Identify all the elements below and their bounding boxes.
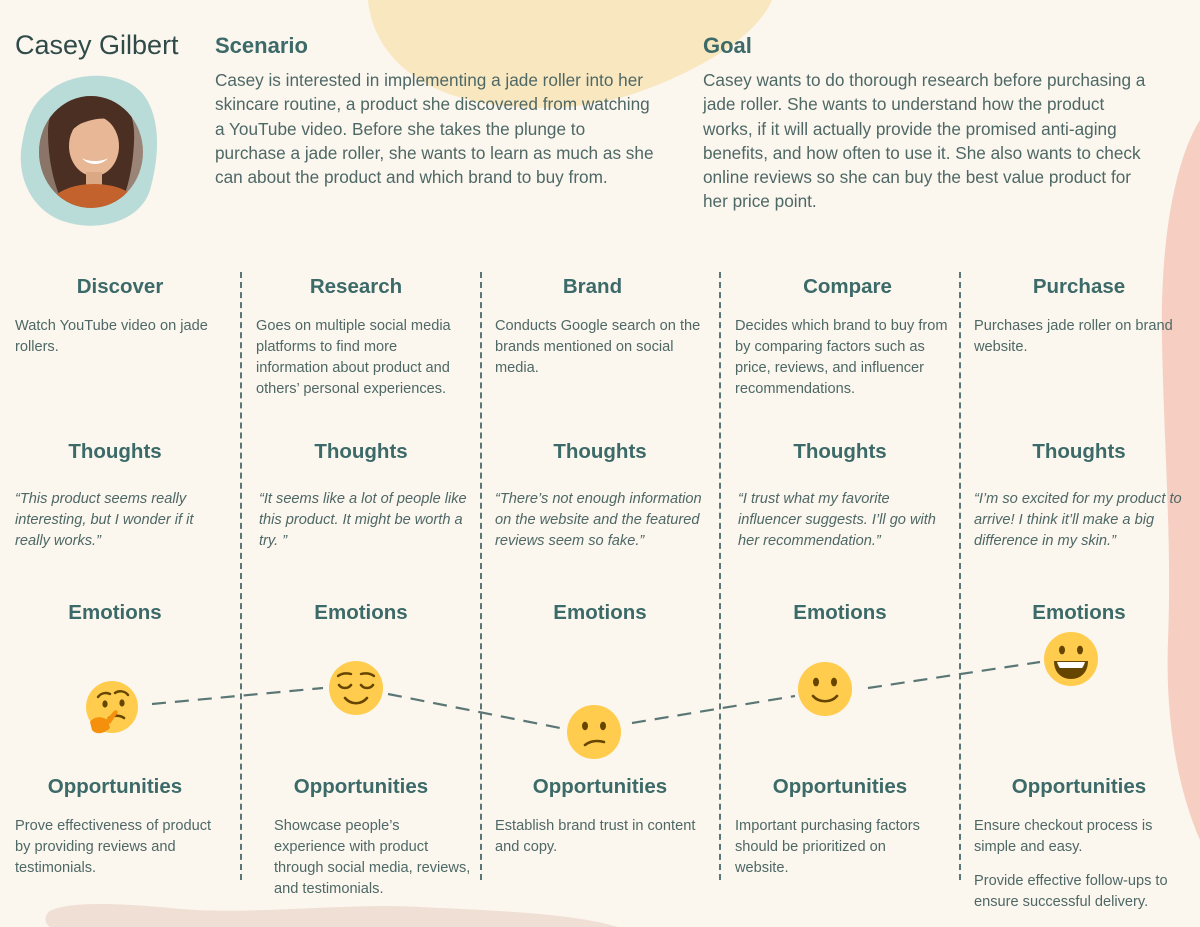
scenario-title: Scenario bbox=[215, 33, 308, 58]
opportunities-heading: Opportunities bbox=[293, 775, 429, 798]
opportunity-text: Prove effectiveness of product by providing reviews and testimonials. bbox=[15, 818, 212, 876]
emotions-heading: Emotions bbox=[68, 601, 162, 624]
slightly-smiling-face-icon bbox=[797, 661, 853, 717]
opportunities-heading: Opportunities bbox=[772, 775, 908, 798]
stage-title: Research bbox=[309, 275, 403, 298]
thought-quote: “I trust what my favorite influencer suggests. I’ll go with her recommendation.” bbox=[738, 491, 936, 549]
stage-description: Conducts Google search on the brands mentioned on social media. bbox=[495, 318, 701, 376]
stage-column-brand bbox=[495, 270, 720, 920]
stage-description: Watch YouTube video on jade rollers. bbox=[15, 318, 208, 355]
thoughts-heading: Thoughts bbox=[553, 440, 647, 463]
confused-face-icon bbox=[566, 704, 622, 760]
thoughts-heading: Thoughts bbox=[793, 440, 887, 463]
goal-title: Goal bbox=[703, 33, 752, 58]
thought-quote: “This product seems really interesting, but I wonder if it really works.” bbox=[15, 491, 194, 549]
stage-column-purchase bbox=[974, 270, 1199, 920]
opportunities-heading: Opportunities bbox=[1011, 775, 1147, 798]
thoughts-heading: Thoughts bbox=[68, 440, 162, 463]
opportunities-heading: Opportunities bbox=[47, 775, 183, 798]
stage-title: Brand bbox=[562, 275, 623, 298]
thinking-face-icon bbox=[84, 680, 140, 736]
stage-title: Purchase bbox=[1032, 275, 1126, 298]
emotions-heading: Emotions bbox=[793, 601, 887, 624]
relieved-face-icon bbox=[328, 660, 384, 716]
thought-quote: “It seems like a lot of people like this product. It might be worth a try. ” bbox=[259, 491, 467, 549]
persona-name: Casey Gilbert bbox=[15, 30, 179, 60]
goal-text: Casey wants to do thorough research before purchasing a jade roller. She wants to understand how the product works, if it will actually provide the promised anti-aging benefits, and how often to use it. She also wants to check online reviews so she can buy the best value product for her price point. bbox=[703, 70, 1146, 212]
woman-smiling-portrait-icon bbox=[18, 72, 160, 228]
opportunity-text: Important purchasing factors should be prioritized on website. bbox=[735, 818, 920, 876]
stage-description: Purchases jade roller on brand website. bbox=[974, 318, 1173, 355]
stage-column-discover bbox=[15, 270, 240, 920]
thoughts-heading: Thoughts bbox=[314, 440, 408, 463]
stage-column-compare bbox=[735, 270, 960, 920]
grinning-face-icon bbox=[1043, 631, 1099, 687]
stage-description: Decides which brand to buy from by comparing factors such as price, reviews, and influencer recommendations. bbox=[735, 318, 948, 397]
opportunity-text: Showcase people’s experience with product through social media, reviews, and testimonials. bbox=[274, 818, 471, 897]
opportunity-text: Ensure checkout process is simple and easy. bbox=[974, 818, 1153, 855]
scenario-text: Casey is interested in implementing a jade roller into her skincare routine, a product she discovered from watching a YouTube video. Before she takes the plunge to purchase a jade roller, she wants to learn as much as she can about the product and which brand to buy from. bbox=[215, 70, 654, 188]
thought-quote: “I’m so excited for my product to arrive! I think it’ll make a big difference in my skin.” bbox=[974, 491, 1182, 549]
emotions-heading: Emotions bbox=[1032, 601, 1126, 624]
stage-description: Goes on multiple social media platforms to find more information about product and others’ personal experiences. bbox=[256, 318, 451, 397]
stage-title: Discover bbox=[76, 275, 164, 298]
stage-column-research bbox=[256, 270, 481, 920]
emotions-heading: Emotions bbox=[553, 601, 647, 624]
opportunity-text: Establish brand trust in content and copy. bbox=[495, 818, 696, 855]
thought-quote: “There’s not enough information on the website and the featured reviews seem so fake.” bbox=[495, 491, 702, 549]
opportunity-text: Provide effective follow-ups to ensure successful delivery. bbox=[974, 873, 1168, 910]
emotions-heading: Emotions bbox=[314, 601, 408, 624]
opportunities-heading: Opportunities bbox=[532, 775, 668, 798]
stage-title: Compare bbox=[803, 275, 892, 298]
avatar bbox=[18, 72, 160, 228]
thoughts-heading: Thoughts bbox=[1032, 440, 1126, 463]
